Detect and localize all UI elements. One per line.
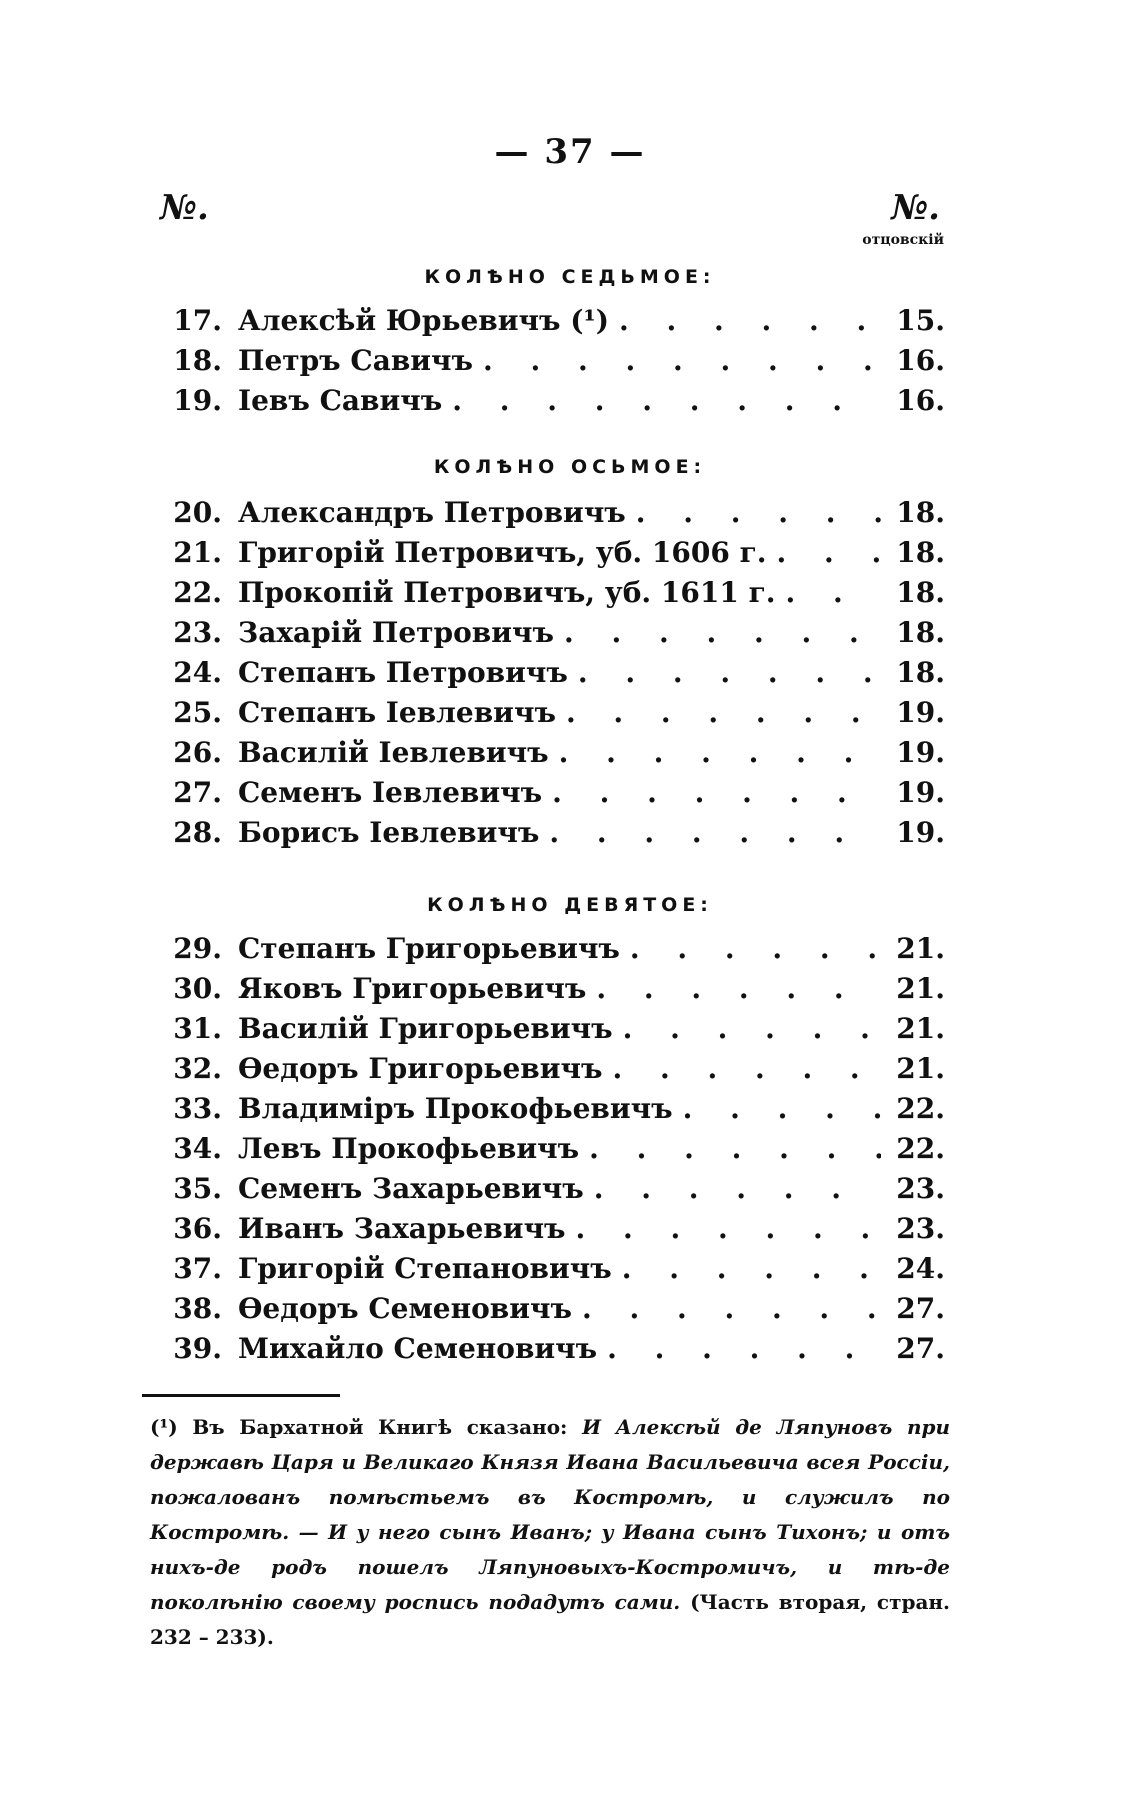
entry-number: 34. (173, 1132, 222, 1165)
entry-name: Степанъ Григорьевичъ (238, 932, 620, 965)
dot-leader (785, 576, 881, 609)
entry-father-ref: 21. (896, 1052, 945, 1085)
entry-father-ref: 16. (896, 384, 945, 417)
dot-leader (683, 1092, 881, 1125)
entry-father-ref: 15. (896, 304, 945, 337)
entry-name: Григорій Петровичъ, уб. 1606 г. (238, 536, 767, 569)
entry-name: Степанъ Іевлевичъ (238, 696, 556, 729)
dot-leader (636, 496, 881, 529)
genealogy-entry (150, 344, 945, 380)
section-title: КОЛѢНО ДЕВЯТОЕ: (427, 894, 713, 916)
genealogy-entry (150, 1292, 945, 1328)
entry-father-ref: 22. (896, 1132, 945, 1165)
dot-leader (452, 384, 881, 417)
genealogy-entry (150, 616, 945, 652)
entry-number: 31. (173, 1012, 222, 1045)
dot-leader (549, 816, 881, 849)
entry-number: 24. (173, 656, 222, 689)
genealogy-entry (150, 776, 945, 812)
entry-name: Прокопій Петровичъ, уб. 1611 г. (238, 576, 776, 609)
entry-father-ref: 18. (896, 496, 945, 529)
dot-leader (594, 1172, 881, 1205)
entry-number: 36. (173, 1212, 222, 1245)
genealogy-entry (150, 972, 945, 1008)
entry-name: Василій Григорьевичъ (238, 1012, 613, 1045)
section-title: КОЛѢНО ОСЬМОЕ: (433, 456, 707, 478)
entry-number: 19. (173, 384, 222, 417)
entry-name: Семенъ Іевлевичъ (238, 776, 543, 809)
entry-name: Борисъ Іевлевичъ (238, 816, 540, 849)
entry-father-ref: 23. (896, 1212, 945, 1245)
dot-leader (589, 1132, 881, 1165)
entry-number: 18. (173, 344, 222, 377)
entry-father-ref: 21. (896, 932, 945, 965)
entry-number: 30. (173, 972, 222, 1005)
entry-father-ref: 23. (896, 1172, 945, 1205)
genealogy-entry (150, 1012, 945, 1048)
entry-name: Петръ Савичъ (238, 344, 474, 377)
dot-leader (552, 776, 881, 809)
entry-father-ref: 19. (896, 736, 945, 769)
footnote-intro: Въ Бархатной Книгѣ сказано: (192, 1415, 568, 1439)
entry-number: 32. (173, 1052, 222, 1085)
entry-number: 37. (173, 1252, 222, 1285)
entry-father-ref: 21. (896, 1012, 945, 1045)
genealogy-entry (150, 536, 945, 572)
entry-number: 28. (173, 816, 222, 849)
entry-number: 23. (173, 616, 222, 649)
entry-father-ref: 18. (896, 576, 945, 609)
entry-father-ref: 24. (896, 1252, 945, 1285)
genealogy-entry (150, 1172, 945, 1208)
genealogy-entry (150, 656, 945, 692)
dot-leader (566, 696, 881, 729)
dot-leader (630, 932, 881, 965)
genealogy-entry (150, 1332, 945, 1368)
dot-leader (564, 616, 881, 649)
entry-number: 27. (173, 776, 222, 809)
entry-number: 38. (173, 1292, 222, 1325)
entry-father-ref: 18. (896, 536, 945, 569)
entry-number: 17. (173, 304, 222, 337)
dot-leader (619, 304, 881, 337)
number-column-heading: №. (160, 188, 209, 228)
genealogy-entry (150, 384, 945, 420)
entry-father-ref: 16. (896, 344, 945, 377)
entry-name: Василій Іевлевичъ (238, 736, 549, 769)
entry-name: Левъ Прокофьевичъ (238, 1132, 580, 1165)
entry-father-ref: 18. (896, 656, 945, 689)
entry-father-ref: 27. (896, 1292, 945, 1325)
footnote (150, 1410, 950, 1655)
genealogy-entry (150, 1052, 945, 1088)
genealogy-entry (150, 1212, 945, 1248)
entry-name: Алексѣй Юрьевичъ (¹) (238, 304, 609, 337)
entry-name: Михайло Семеновичъ (238, 1332, 598, 1365)
dot-leader (612, 1052, 881, 1085)
genealogy-entry (150, 576, 945, 612)
entry-number: 35. (173, 1172, 222, 1205)
dot-leader (578, 656, 881, 689)
entry-number: 26. (173, 736, 222, 769)
genealogy-entry (150, 932, 945, 968)
footnote-rule (142, 1394, 340, 1397)
father-number-column-subheading: отцовскій (862, 232, 944, 248)
entry-name: Іевъ Савичъ (238, 384, 443, 417)
father-number-column-heading: №. (891, 188, 940, 228)
entry-number: 21. (173, 536, 222, 569)
entry-father-ref: 27. (896, 1332, 945, 1365)
dot-leader (622, 1252, 881, 1285)
dot-leader (596, 972, 881, 1005)
entry-name: Яковъ Григорьевичъ (238, 972, 587, 1005)
genealogy-entry (150, 736, 945, 772)
entry-number: 25. (173, 696, 222, 729)
entry-number: 22. (173, 576, 222, 609)
entry-name: Александръ Петровичъ (238, 496, 626, 529)
dot-leader (582, 1292, 881, 1325)
dot-leader (623, 1012, 881, 1045)
entry-number: 29. (173, 932, 222, 965)
entry-name: Степанъ Петровичъ (238, 656, 568, 689)
entry-name: Захарій Петровичъ (238, 616, 554, 649)
dot-leader (607, 1332, 881, 1365)
entry-name: Владиміръ Прокофьевичъ (238, 1092, 673, 1125)
entry-father-ref: 19. (896, 776, 945, 809)
genealogy-entry (150, 1252, 945, 1288)
entry-name: Григорій Степановичъ (238, 1252, 612, 1285)
genealogy-entry (150, 816, 945, 852)
footnote-marker: (¹) (150, 1415, 178, 1439)
genealogy-entry (150, 304, 945, 340)
entry-number: 33. (173, 1092, 222, 1125)
entry-father-ref: 19. (896, 696, 945, 729)
dot-leader (559, 736, 881, 769)
footnote-source: (Часть вторая, стран. 232 – 233). (150, 1590, 951, 1649)
genealogy-entry (150, 1092, 945, 1128)
footnote-quote: И Алексѣй де Ляпуновъ при державѣ Царя и Великаго Князя Ивана Васильевича всея Россіи, пожалованъ помѣстьемъ въ Костромѣ, и служилъ по Костромѣ. — И у него сынъ Иванъ; у Ивана сынъ Тихонъ; и отъ нихъ-де родъ пошелъ Ляпуновыхъ-Костромичъ, и тѣ-де поколѣнію своему роспись подадутъ сами. (150, 1415, 951, 1614)
entry-father-ref: 19. (896, 816, 945, 849)
section-title: КОЛѢНО СЕДЬМОЕ: (424, 266, 716, 288)
genealogy-entry (150, 496, 945, 532)
genealogy-entry (150, 1132, 945, 1168)
entry-name: Семенъ Захарьевичъ (238, 1172, 584, 1205)
page-number: — 37 — (494, 132, 646, 172)
entry-name: Иванъ Захарьевичъ (238, 1212, 566, 1245)
entry-father-ref: 18. (896, 616, 945, 649)
dot-leader (776, 536, 881, 569)
entry-number: 39. (173, 1332, 222, 1365)
entry-father-ref: 22. (896, 1092, 945, 1125)
entry-number: 20. (173, 496, 222, 529)
entry-father-ref: 21. (896, 972, 945, 1005)
dot-leader (576, 1212, 881, 1245)
dot-leader (483, 344, 881, 377)
entry-name: Ѳедоръ Григорьевичъ (238, 1052, 603, 1085)
entry-name: Ѳедоръ Семеновичъ (238, 1292, 572, 1325)
genealogy-entry (150, 696, 945, 732)
